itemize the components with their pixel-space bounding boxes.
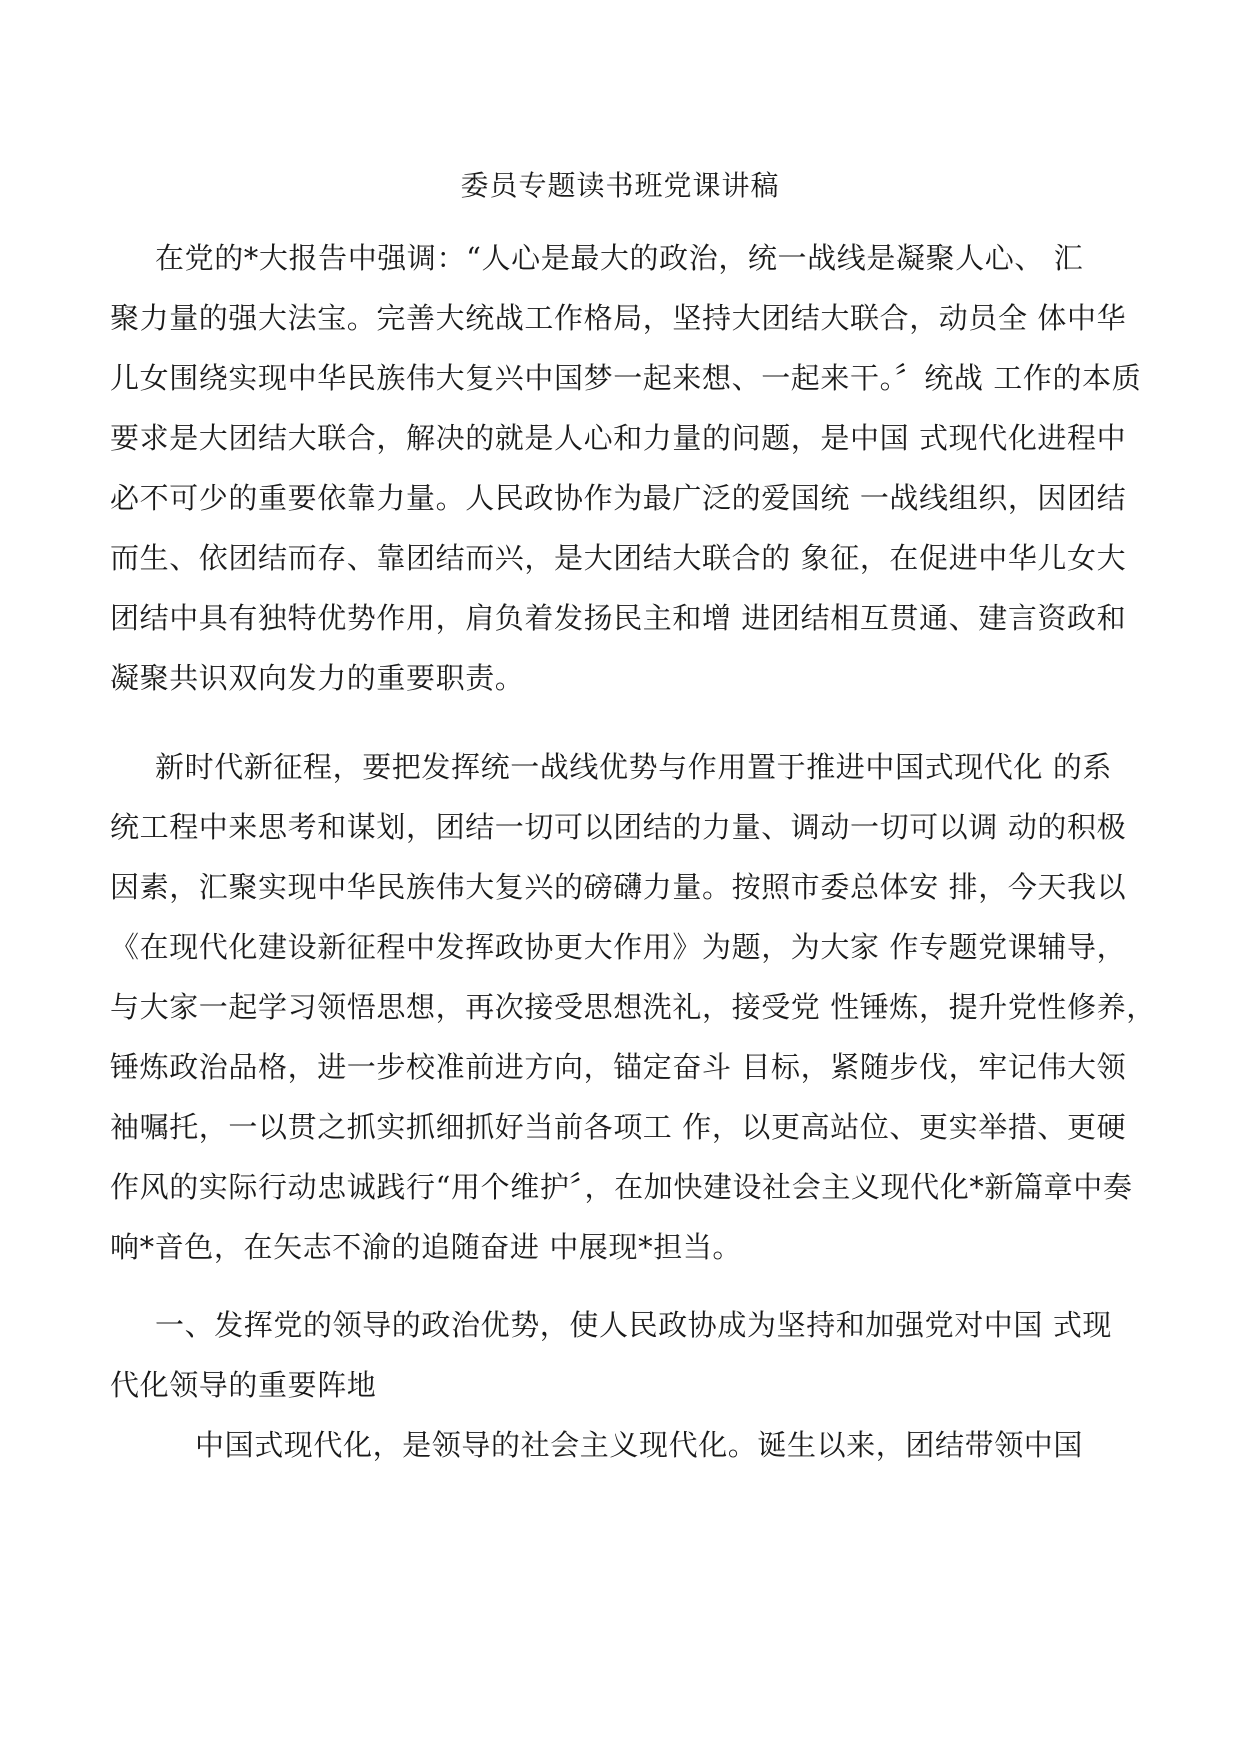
paragraph-line: 《在现代化建设新征程中发挥政协更大作用》为题，为大家 作专题党课辅导， — [110, 930, 1127, 964]
paragraph-line: 中国式现代化，是领导的社会主义现代化。诞生以来，团结带领中国 — [195, 1428, 1084, 1462]
paragraph-line: 在党的*大报告中强调：“人心是最大的政治，统一战线是凝聚人心、 汇 — [155, 241, 1084, 275]
paragraph-line: 必不可少的重要依靠力量。人民政协作为最广泛的爱国统 一战线组织，因团结 — [110, 481, 1127, 515]
section-heading-line: 一、发挥党的领导的政治优势，使人民政协成为坚持和加强党对中国 式现 — [155, 1308, 1113, 1342]
paragraph-line: 统工程中来思考和谋划，团结一切可以团结的力量、调动一切可以调 动的积极 — [110, 810, 1127, 844]
paragraph-line: 而生、依团结而存、靠团结而兴，是大团结大联合的 象征，在促进中华儿女大 — [110, 541, 1127, 575]
paragraph-line: 要求是大团结大联合，解决的就是人心和力量的问题，是中国 式现代化进程中 — [110, 421, 1127, 455]
paragraph-line: 袖嘱托，一以贯之抓实抓细抓好当前各项工 作，以更高站位、更实举措、更硬 — [110, 1110, 1127, 1144]
document-title: 委员专题读书班党课讲稿 — [460, 169, 780, 202]
paragraph-line: 因素，汇聚实现中华民族伟大复兴的磅礴力量。按照市委总体安 排，今天我以 — [110, 870, 1127, 904]
section-heading-line: 代化领导的重要阵地 — [110, 1368, 377, 1402]
paragraph-line: 新时代新征程，要把发挥统一战线优势与作用置于推进中国式现代化 的系 — [155, 750, 1113, 784]
paragraph-line: 与大家一起学习领悟思想，再次接受思想洗礼，接受党 性锤炼，提升党性修养， — [110, 990, 1156, 1024]
paragraph-line: 锤炼政治品格，进一步校准前进方向，锚定奋斗 目标，紧随步伐，牢记伟大领 — [110, 1050, 1127, 1084]
paragraph-line: 聚力量的强大法宝。完善大统战工作格局，坚持大团结大联合，动员全 体中华 — [110, 301, 1127, 335]
paragraph-line: 凝聚共识双向发力的重要职责。 — [110, 661, 525, 695]
paragraph-line: 儿女围绕实现中华民族伟大复兴中国梦一起来想、一起来干。〞统战 工作的本质 — [110, 361, 1142, 395]
paragraph-line: 团结中具有独特优势作用，肩负着发扬民主和增 进团结相互贯通、建言资政和 — [110, 601, 1127, 635]
paragraph-line: 响*音色，在矢志不渝的追随奋进 中展现*担当。 — [110, 1230, 743, 1264]
paragraph-line: 作风的实际行动忠诚践行“用个维护〞，在加快建设社会主义现代化*新篇章中奏 — [110, 1170, 1133, 1204]
